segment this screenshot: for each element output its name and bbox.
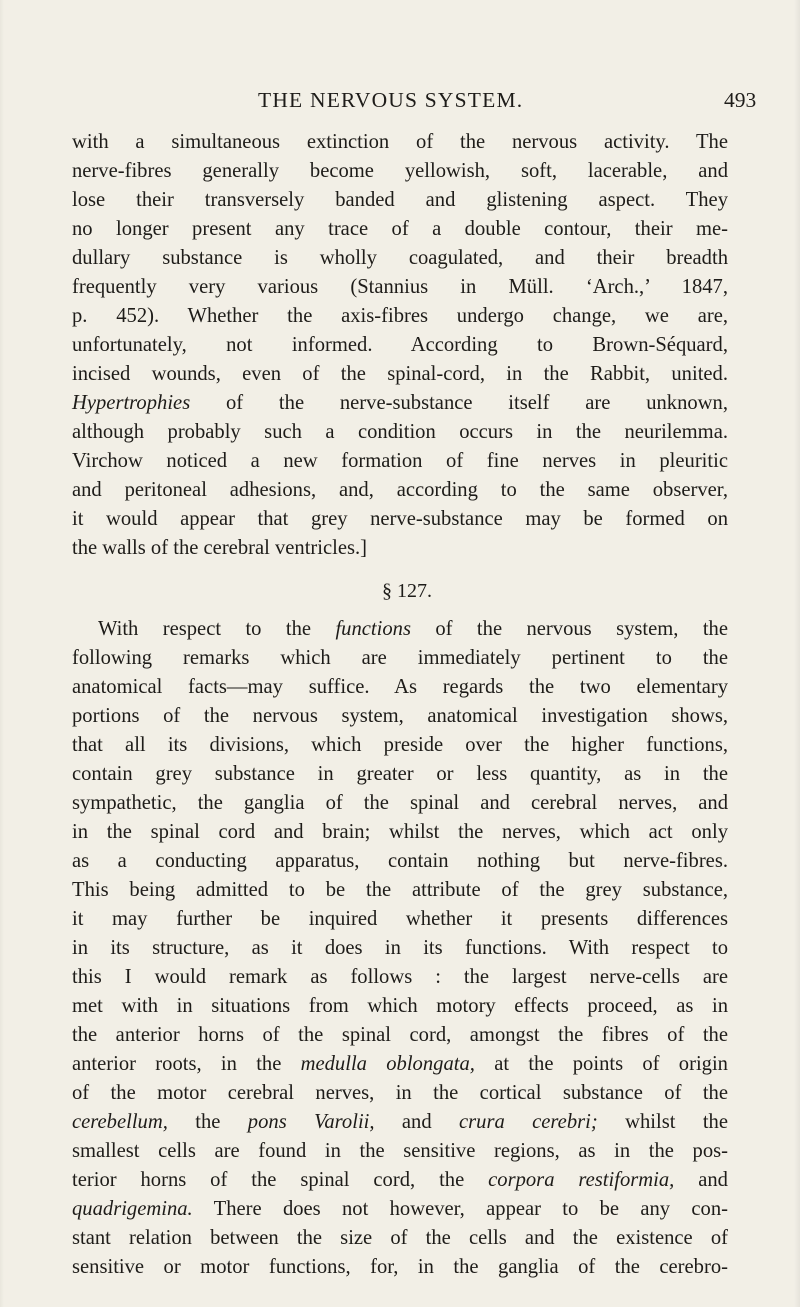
text-line: of the motor cerebral nerves, in the cortical substance of the	[72, 1082, 728, 1104]
text-line: it would appear that grey nerve-substance may be formed on	[72, 508, 728, 530]
text-line: as a conducting apparatus, contain nothing but nerve-fibres.	[72, 850, 728, 872]
page-edge-shadow	[794, 0, 800, 1307]
paragraph-2	[72, 615, 728, 1282]
text-run: at the points of origin	[474, 1053, 728, 1075]
text-line: Virchow noticed a new formation of fine nerves in pleuritic	[72, 450, 728, 472]
text-line: and peritoneal adhesions, and, according to the same observer,	[72, 479, 728, 501]
paragraph-1	[72, 128, 728, 563]
text-line: anatomical facts—may suffice. As regards the two elementary	[72, 676, 728, 698]
text-line: portions of the nervous system, anatomical investigation shows,	[72, 705, 728, 727]
text-line: although probably such a condition occurs in the neurilemma.	[72, 421, 728, 443]
text-line: no longer present any trace of a double contour, their me-	[72, 218, 728, 240]
running-title: THE NERVOUS SYSTEM.	[258, 88, 524, 112]
text-line: smallest cells are found in the sensitive regions, as in the pos-	[72, 1140, 728, 1162]
text-line: that all its divisions, which preside over the higher functions,	[72, 734, 728, 756]
text-line: unfortunately, not informed. According to Brown-Séquard,	[72, 334, 728, 356]
italic-term: crura cerebri;	[459, 1111, 598, 1133]
text-line: nerve-fibres generally become yellowish, soft, lacerable, and	[72, 160, 728, 182]
text-line: sensitive or motor functions, for, in the ganglia of the cerebro-	[72, 1256, 728, 1278]
text-line: frequently very various (Stannius in Müll. ‘Arch.,’ 1847,	[72, 276, 728, 298]
text-line: with a simultaneous extinction of the nervous activity. The	[72, 131, 728, 153]
italic-term: Hypertrophies	[72, 392, 191, 414]
text-line: this I would remark as follows : the largest nerve-cells are	[72, 966, 728, 988]
text-run: terior horns of the spinal cord, the	[72, 1169, 489, 1191]
body-text	[72, 128, 728, 1282]
italic-term: quadrigemina.	[72, 1198, 193, 1220]
italic-term: pons Varolii,	[247, 1111, 375, 1133]
italic-term: corpora restiformia,	[488, 1169, 675, 1191]
text-line	[72, 1166, 728, 1195]
text-line: p. 452). Whether the axis-fibres undergo change, we are,	[72, 305, 728, 327]
text-run: and	[374, 1111, 460, 1133]
text-line: in the spinal cord and brain; whilst the nerves, which act only	[72, 821, 728, 843]
text-line: the walls of the cerebral ventricles.]	[72, 537, 368, 559]
text-run: of the nervous system, the	[410, 618, 728, 640]
text-line	[72, 1050, 728, 1079]
italic-term: functions	[335, 618, 411, 640]
section-number: § 127.	[382, 580, 432, 602]
text-run: There does not however, appear to be any con-	[192, 1198, 728, 1220]
italic-term: cerebellum,	[72, 1111, 168, 1133]
text-line: This being admitted to be the attribute of the grey substance,	[72, 879, 728, 901]
text-line: incised wounds, even of the spinal-cord, in the Rabbit, united.	[72, 363, 728, 385]
text-line: dullary substance is wholly coagulated, and their breadth	[72, 247, 728, 269]
text-run: whilst the	[597, 1111, 728, 1133]
text-run: anterior roots, in the	[72, 1053, 301, 1075]
text-line: met with in situations from which motory effects proceed, as in	[72, 995, 728, 1017]
text-line	[72, 389, 728, 418]
text-line	[72, 1195, 728, 1224]
text-line: contain grey substance in greater or less quantity, as in the	[72, 763, 728, 785]
text-line: following remarks which are immediately pertinent to the	[72, 647, 728, 669]
page-number: 493	[724, 88, 757, 112]
page-gutter-shadow	[0, 0, 4, 1307]
text-line: it may further be inquired whether it presents differences	[72, 908, 728, 930]
text-run: the	[167, 1111, 248, 1133]
text-run: of the nerve-substance itself are unknown,	[190, 392, 728, 414]
text-run: With respect to the	[98, 618, 336, 640]
text-line: lose their transversely banded and glistening aspect. They	[72, 189, 728, 211]
text-run: and	[674, 1169, 728, 1191]
running-head	[0, 88, 800, 120]
text-line: stant relation between the size of the cells and the existence of	[72, 1227, 728, 1249]
text-line	[72, 1108, 728, 1137]
text-line: the anterior horns of the spinal cord, amongst the fibres of the	[72, 1024, 728, 1046]
text-line	[72, 615, 728, 644]
section-heading	[72, 569, 728, 613]
text-line: in its structure, as it does in its functions. With respect to	[72, 937, 728, 959]
italic-term: medulla oblongata,	[300, 1053, 475, 1075]
text-line: sympathetic, the ganglia of the spinal and cerebral nerves, and	[72, 792, 728, 814]
